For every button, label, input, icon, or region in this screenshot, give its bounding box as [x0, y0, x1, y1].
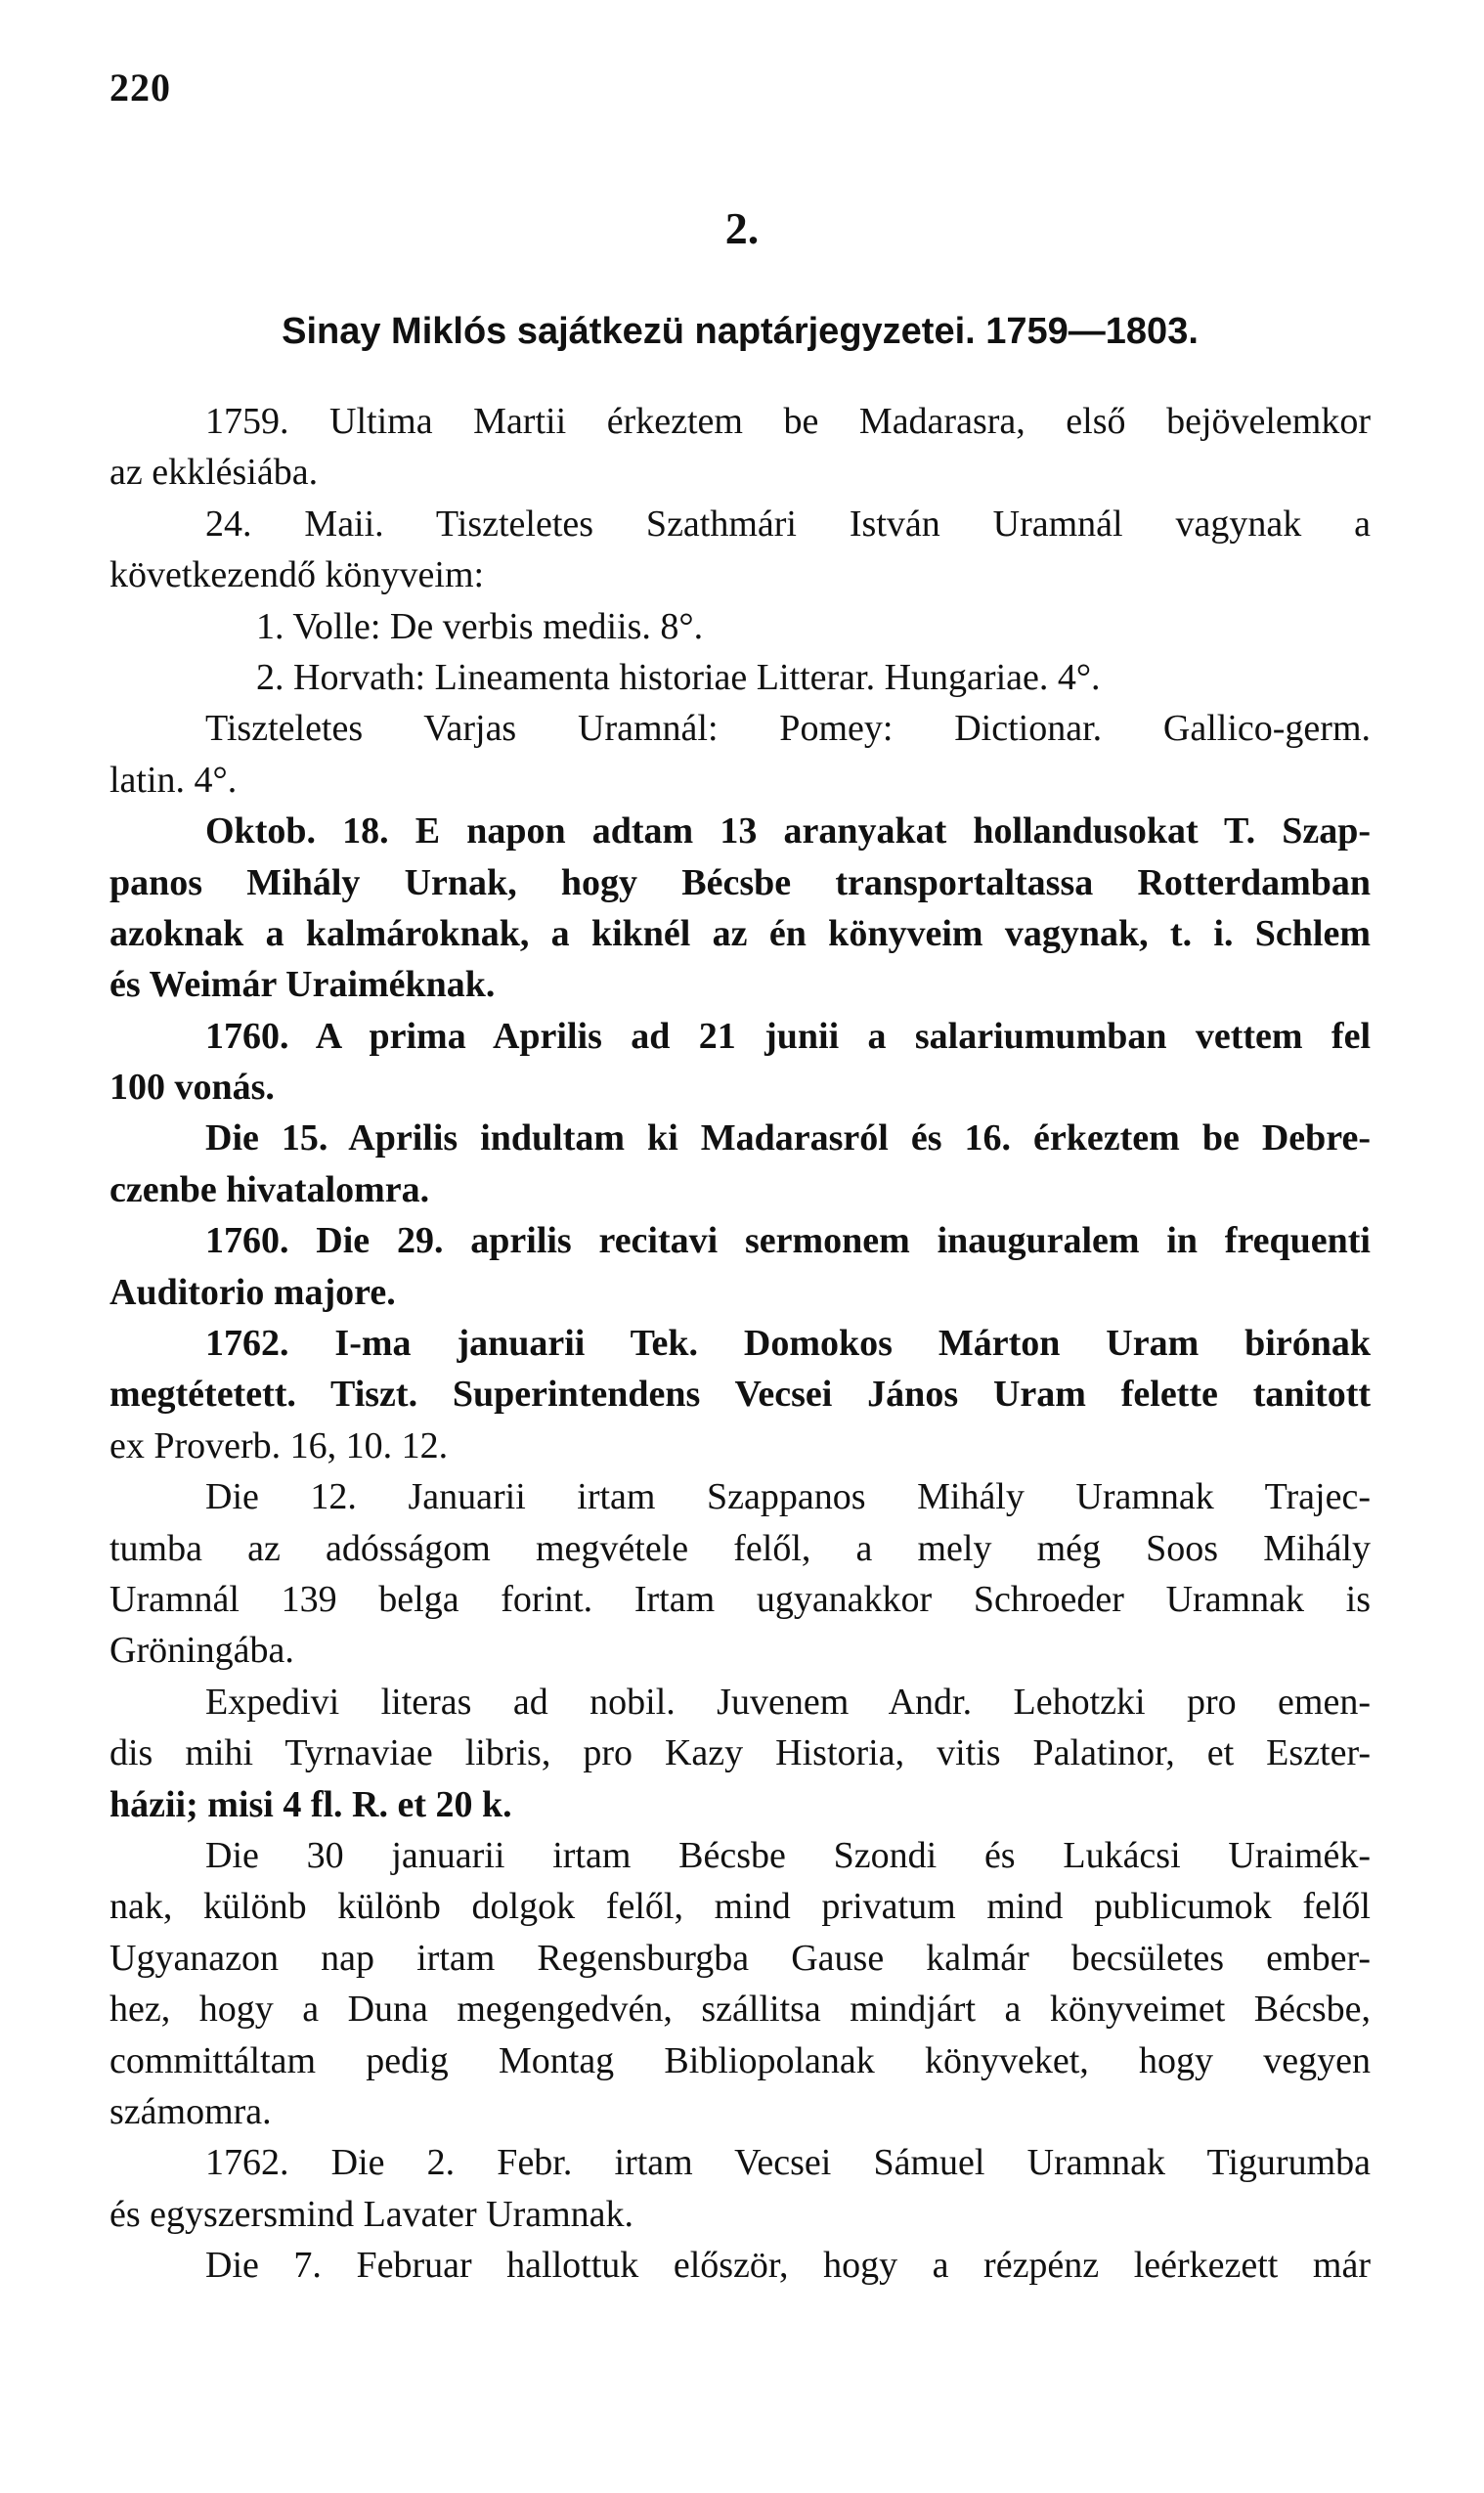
text-line: 24. Maii. Tiszteletes Szathmári István Uramnál vagynak a	[205, 503, 1371, 545]
text-line: Auditorio majore.	[109, 1271, 396, 1313]
text-line: és egyszersmind Lavater Uramnak.	[109, 2193, 634, 2235]
text-line: dis mihi Tyrnaviae libris, pro Kazy Historia, vitis Palatinor, et Eszter-	[109, 1732, 1371, 1774]
text-line: committáltam pedig Montag Bibliopolanak könyveket, hogy vegyen	[109, 2039, 1371, 2081]
text-line: Oktob. 18. E napon adtam 13 aranyakat hollandusokat T. Szap-	[205, 810, 1371, 853]
text-line: az ekklésiába.	[109, 452, 319, 494]
body-text	[109, 396, 1371, 2291]
text-line: 1762. Die 2. Febr. irtam Vecsei Sámuel Uramnak Tigurumba	[205, 2142, 1371, 2184]
text-line: 2. Horvath: Lineamenta historiae Litterar. Hungariae. 4°.	[256, 656, 1101, 698]
text-line: Uramnál 139 belga forint. Irtam ugyanakkor Schroeder Uramnak is	[109, 1578, 1371, 1620]
section-number: 2.	[724, 203, 760, 253]
text-line: nak, különb különb dolgok felől, mind privatum mind publicumok felől	[109, 1886, 1371, 1928]
page-number: 220	[109, 66, 171, 109]
text-line: Expedivi literas ad nobil. Juvenem Andr. Lehotzki pro emen-	[205, 1681, 1371, 1723]
text-line: házii; misi 4 fl. R. et 20 k.	[109, 1783, 512, 1825]
text-line: 1762. I-ma januarii Tek. Domokos Márton Uram birónak	[205, 1323, 1371, 1365]
text-line: Ugyanazon nap irtam Regensburgba Gause kalmár becsületes ember-	[109, 1937, 1371, 1979]
text-line: 1760. Die 29. aprilis recitavi sermonem inauguralem in frequenti	[205, 1220, 1371, 1262]
document-title: Sinay Miklós sajátkezü naptárjegyzetei. 1759—1803.	[282, 311, 1199, 352]
text-line: Tiszteletes Varjas Uramnál: Pomey: Dictionar. Gallico-germ.	[205, 708, 1371, 750]
text-line: latin. 4°.	[109, 759, 238, 801]
text-line: ex Proverb. 16, 10. 12.	[109, 1424, 449, 1466]
text-line: 1. Volle: De verbis mediis. 8°.	[256, 605, 704, 647]
text-line: Die 15. Aprilis indultam ki Madarasról és 16. érkeztem be Debre-	[205, 1117, 1371, 1159]
text-line: és Weimár Uraiméknak.	[109, 964, 496, 1006]
text-line: azoknak a kalmároknak, a kiknél az én könyveim vagynak, t. i. Schlem	[109, 912, 1371, 954]
text-line: 100 vonás.	[109, 1067, 275, 1109]
text-line: Die 12. Januarii irtam Szappanos Mihály Uramnak Trajec-	[205, 1476, 1371, 1518]
text-line: czenbe hivatalomra.	[109, 1168, 430, 1210]
text-line: megtétetett. Tiszt. Superintendens Vecsei János Uram felette tanitott	[109, 1374, 1371, 1416]
text-line: Gröningába.	[109, 1630, 294, 1672]
text-line: Die 30 januarii irtam Bécsbe Szondi és Lukácsi Uraimék-	[205, 1834, 1371, 1876]
text-line: következendő könyveim:	[109, 554, 485, 596]
text-line: 1760. A prima Aprilis ad 21 junii a salariumumban vettem fel	[205, 1015, 1371, 1057]
text-line: panos Mihály Urnak, hogy Bécsbe transportaltassa Rotterdamban	[109, 861, 1371, 903]
text-line: tumba az adósságom megvétele felől, a mely még Soos Mihály	[109, 1527, 1371, 1569]
text-line: hez, hogy a Duna megengedvén, szállitsa mindjárt a könyveimet Bécsbe,	[109, 1989, 1371, 2031]
text-line: Die 7. Februar hallottuk először, hogy a rézpénz leérkezett már	[205, 2245, 1371, 2287]
text-line: 1759. Ultima Martii érkeztem be Madarasra, első bejövelemkor	[205, 401, 1371, 442]
text-line: számomra.	[109, 2090, 272, 2132]
